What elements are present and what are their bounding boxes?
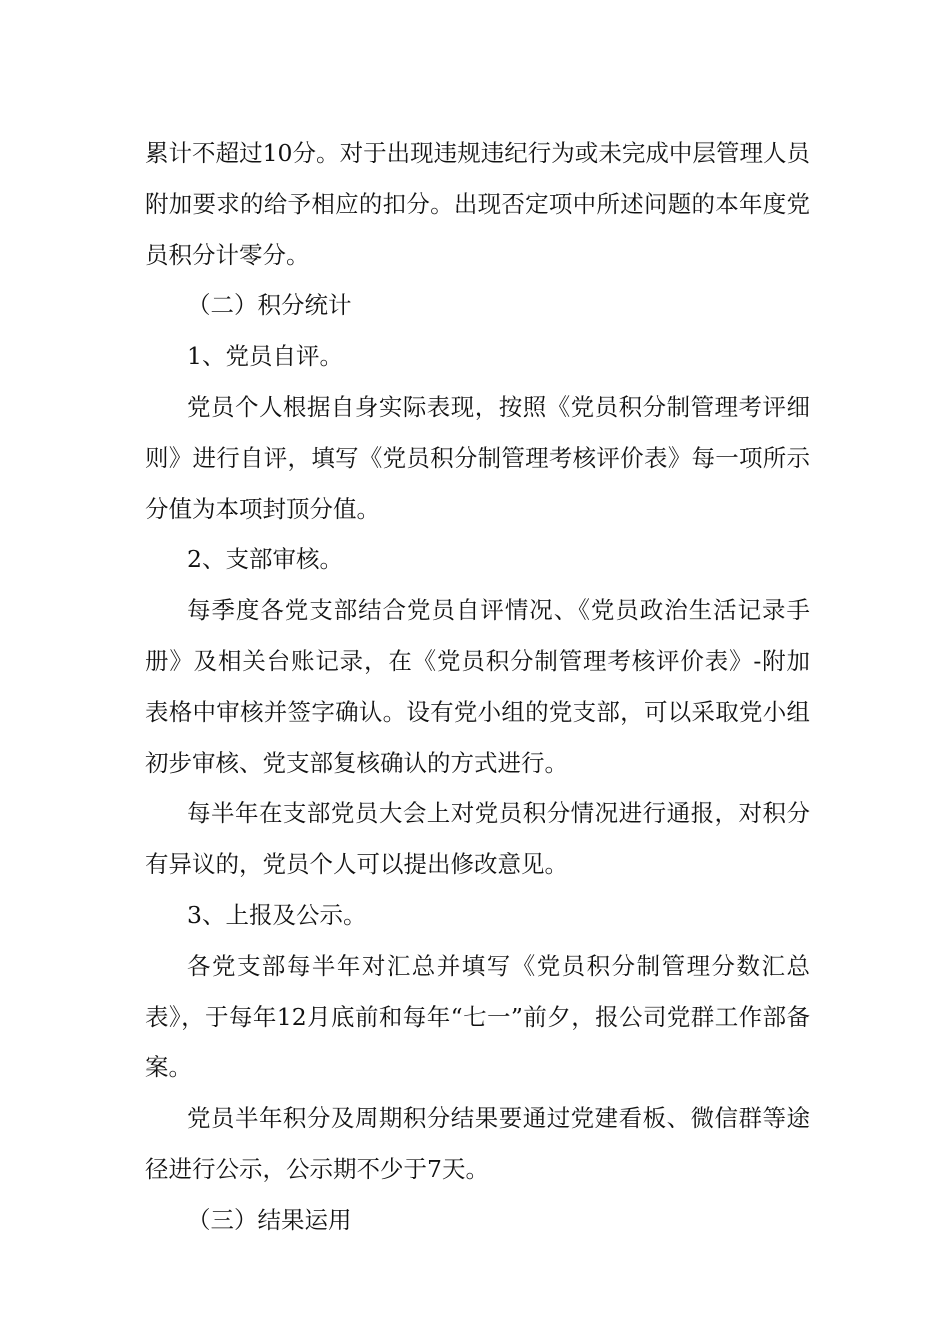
paragraph-self-evaluation: 党员个人根据自身实际表现，按照《党员积分制管理考评细则》进行自评，填写《党员积分制管理考核评价表》每一项所示分值为本项封顶分值。 xyxy=(145,392,810,523)
section-heading-points-statistics: （二）积分统计 xyxy=(187,291,352,320)
paragraph-branch-review: 每季度各党支部结合党员自评情况、《党员政治生活记录手册》及相关台账记录，在《党员积分制管理考核评价表》-附加表格中审核并签字确认。设有党小组的党支部，可以采取党小组初步审核、党支部复核确认的方式进行。 xyxy=(145,596,810,777)
subheading-report-and-publicity: 3、上报及公示。 xyxy=(187,900,367,929)
subheading-self-evaluation: 1、党员自评。 xyxy=(187,342,343,371)
paragraph-continued: 累计不超过10分。对于出现违规违纪行为或未完成中层管理人员附加要求的给予相应的扣分。出现否定项中所述问题的本年度党员积分计零分。 xyxy=(145,139,810,269)
paragraph-summary-filing: 各党支部每半年对汇总并填写《党员积分制管理分数汇总表》，于每年12月底前和每年“七一”前夕，报公司党群工作部备案。 xyxy=(145,951,810,1082)
paragraph-half-year-report: 每半年在支部党员大会上对党员积分情况进行通报，对积分有异议的，党员个人可以提出修改意见。 xyxy=(145,799,810,879)
section-heading-result-application: （三）结果运用 xyxy=(187,1205,352,1234)
paragraph-publicity: 党员半年积分及周期积分结果要通过党建看板、微信群等途径进行公示，公示期不少于7天。 xyxy=(145,1104,810,1183)
subheading-branch-review: 2、支部审核。 xyxy=(187,545,343,574)
body-text xyxy=(145,128,810,1246)
